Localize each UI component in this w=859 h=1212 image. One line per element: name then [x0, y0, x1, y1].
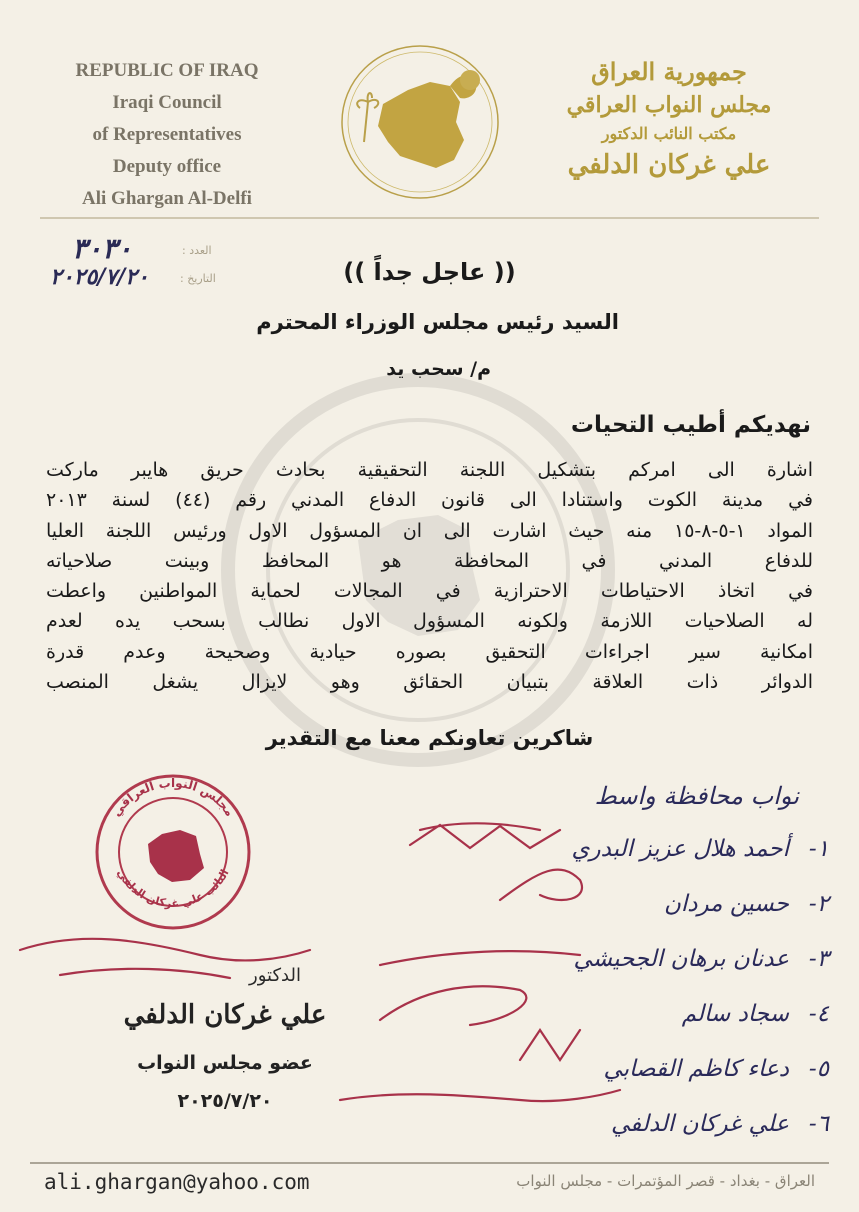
header-divider [40, 217, 819, 219]
list-item [359, 1056, 829, 1111]
signatory-name: عدنان برهان الجحيشي [573, 946, 789, 972]
signatory-index: ٢- [808, 891, 829, 917]
signatory-index: ٣- [808, 946, 829, 972]
paragraph-line: في مدينة الكوت واستنادا الى قانون الدفاع المدني رقم (٤٤) لسنة ٢٠١٣ [46, 489, 813, 512]
signatory-index: ٦- [808, 1111, 829, 1137]
paragraph-line: له الصلاحيات اللازمة ولكونه المسؤول الاول نطالب بسحب يده لعدم [46, 610, 813, 633]
paragraph-line: الدوائر ذات العلاقة بتبيان الحقائق وهو لايزال يشغل المنصب [46, 671, 813, 694]
paragraph-line: امكانية سير اجراءات التحقيق بصوره حيادية وصحيحة وعدم قدرة [46, 640, 813, 663]
signatory-name: حسين مردان [663, 891, 789, 917]
stamp-inner-text: النائب علي غركان الدلفي [114, 866, 232, 911]
number-label: العدد : [182, 244, 212, 257]
letterhead-en-line: REPUBLIC OF IRAQ [75, 60, 259, 81]
letterhead-english [52, 55, 282, 215]
letterhead-en-line: Deputy office [112, 156, 222, 177]
deputy-date: ٢٠٢٥/٧/٢٠ [177, 1090, 273, 1112]
signatory-name: سجاد سالم [681, 1001, 789, 1027]
letterhead-ar-line: مكتب النائب الدكتور [601, 124, 737, 143]
list-item [359, 836, 829, 891]
paragraph-line: المواد ١-٥-٨-١٥ منه حيث اشارت الى ان المسؤول الاول ورئيس اللجنة العليا [46, 519, 813, 542]
footer-divider [30, 1162, 829, 1164]
deputy-name: علي غركان الدلفي [123, 1000, 327, 1030]
deputy-role: عضو مجلس النواب [137, 1052, 313, 1074]
signatory-index: ٤- [808, 1001, 829, 1027]
addressee: السيد رئيس مجلس الوزراء المحترم [256, 310, 619, 334]
footer-email: ali.ghargan@yahoo.com [44, 1170, 310, 1194]
number-value: ٣٠٣٠ [72, 232, 133, 265]
letterhead-arabic [519, 55, 819, 183]
letterhead-ar-line: مجلس النواب العراقي [566, 92, 772, 118]
signatories-title: نواب محافظة واسط [594, 782, 799, 810]
letter-paragraph [46, 455, 813, 697]
signatory-name: دعاء كاظم القصابي [603, 1056, 789, 1082]
deputy-title: الدكتور [249, 965, 301, 986]
urgent-heading: (( عاجل جداً )) [343, 258, 516, 286]
date-label: التاريخ : [180, 272, 216, 285]
letterhead-en-line: Ali Ghargan Al-Delfi [82, 188, 252, 209]
list-item [359, 1111, 829, 1166]
letterhead-en-line: of Representatives [92, 124, 242, 145]
letterhead-ar-line: جمهورية العراق [591, 57, 747, 86]
subject-line: م/ سحب يد [386, 358, 491, 380]
official-stamp [92, 770, 254, 934]
signatory-name: أحمد هلال عزيز البدري [571, 836, 789, 862]
signatory-name: علي غركان الدلفي [611, 1111, 789, 1137]
paragraph-line: في اتخاذ الاحتياطات الاحترازية في المجالات لحماية المواطنين واعطت [46, 580, 813, 603]
stamp-map-icon [148, 830, 204, 882]
list-item [359, 946, 829, 1001]
paragraph-line: للدفاع المدني في المحافظة هو المحافظ وبينت صلاحياته [46, 549, 813, 572]
closing-line: شاكرين تعاونكم معنا مع التقدير [265, 726, 594, 750]
greeting: نهديكم أطيب التحيات [570, 412, 811, 438]
signatory-index: ٥- [808, 1056, 829, 1082]
iraq-map-emblem-icon [338, 42, 502, 202]
list-item [359, 1001, 829, 1056]
footer-address: العراق - بغداد - قصر المؤتمرات - مجلس النواب [516, 1172, 815, 1190]
date-value: ٢٠٢٥/٧/٢٠ [50, 264, 149, 290]
letterhead-en-line: Iraqi Council [112, 92, 222, 113]
list-item [359, 891, 829, 946]
signatories-list [359, 836, 829, 1166]
letterhead-ar-line: علي غركان الدلفي [567, 150, 771, 180]
paragraph-line: اشارة الى امركم بتشكيل اللجنة التحقيقية بحادث حريق هايبر ماركت [46, 459, 813, 481]
signatory-index: ١- [808, 836, 829, 862]
stamp-outer-text: مجلس النواب العراقي [109, 775, 237, 819]
